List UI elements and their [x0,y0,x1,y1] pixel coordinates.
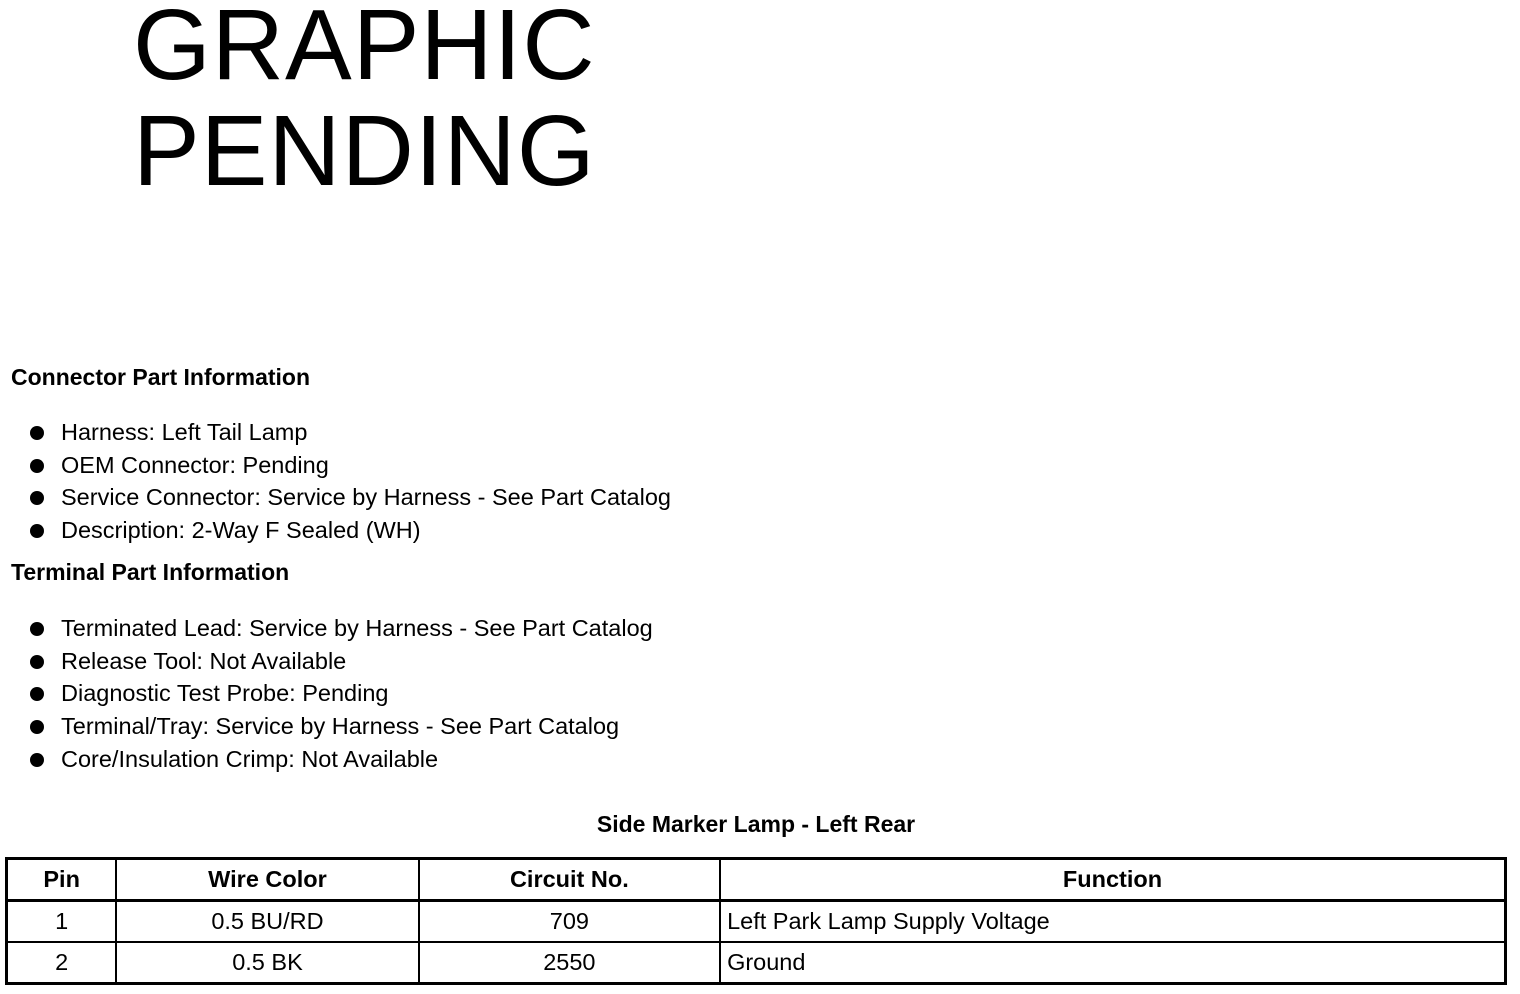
list-item-text: Diagnostic Test Probe: Pending [61,680,389,707]
graphic-placeholder-line-2: PENDING [133,95,596,207]
list-item [28,710,653,743]
cell-wire-color: 0.5 BU/RD [116,901,418,943]
connector-info-list [28,416,671,547]
table-row [7,901,1506,943]
bullet-icon [30,655,44,669]
list-item-text: OEM Connector: Pending [61,451,329,478]
header-wire-color: Wire Color [116,859,418,901]
bullet-icon [30,459,44,473]
connector-part-information-heading: Connector Part Information [11,364,311,390]
header-function: Function [720,859,1505,901]
list-item [28,677,653,710]
list-item [28,416,671,449]
header-circuit-no: Circuit No. [419,859,720,901]
list-item-text: Description: 2-Way F Sealed (WH) [61,517,421,544]
pin-table-caption: Side Marker Lamp - Left Rear [596,811,916,837]
list-item-text: Release Tool: Not Available [61,647,347,674]
list-item-text: Core/Insulation Crimp: Not Available [61,745,439,772]
cell-function: Ground [720,942,1505,984]
table-row [7,942,1506,984]
list-item-text: Terminal/Tray: Service by Harness - See Part Catalog [61,713,620,740]
table-header-row [7,859,1506,901]
cell-pin: 2 [7,942,117,984]
cell-wire-color: 0.5 BK [116,942,418,984]
list-item [28,645,653,678]
bullet-icon [30,524,44,538]
list-item-text: Harness: Left Tail Lamp [61,419,308,445]
pin-table [5,857,1507,985]
list-item [28,481,671,514]
list-item [28,612,653,645]
list-item-text: Terminated Lead: Service by Harness - See Part Catalog [61,615,653,641]
header-pin: Pin [7,859,117,901]
list-item [28,743,653,776]
bullet-icon [30,426,44,440]
cell-circuit-no: 709 [419,901,720,943]
list-item-text: Service Connector: Service by Harness - See Part Catalog [61,484,671,511]
graphic-pending-placeholder [133,0,596,207]
cell-function: Left Park Lamp Supply Voltage [720,901,1505,943]
terminal-part-information-heading: Terminal Part Information [11,559,290,585]
bullet-icon [30,753,44,767]
list-item [28,449,671,482]
list-item [28,514,671,547]
cell-pin: 1 [7,901,117,943]
cell-circuit-no: 2550 [419,942,720,984]
bullet-icon [30,491,44,505]
bullet-icon [30,622,44,636]
graphic-placeholder-line-1: GRAPHIC [133,0,596,101]
bullet-icon [30,687,44,701]
terminal-info-list [28,612,653,775]
bullet-icon [30,720,44,734]
